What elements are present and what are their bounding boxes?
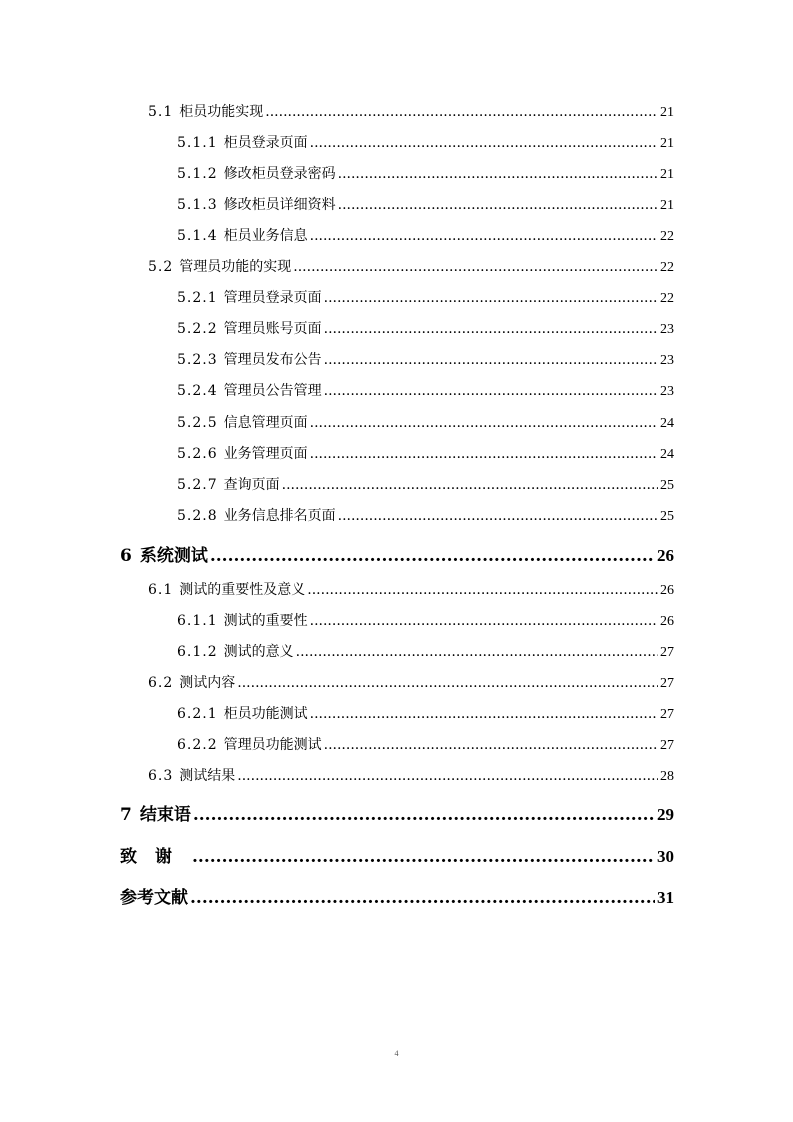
toc-entry[interactable] xyxy=(177,163,674,187)
toc-chapter-entry[interactable] xyxy=(120,842,674,870)
dot-leader xyxy=(296,644,658,660)
toc-chapter-entry[interactable] xyxy=(120,883,674,911)
toc-entry-page: 21 xyxy=(660,198,674,213)
toc-entry[interactable] xyxy=(177,194,674,218)
toc-entry-number: 5.2.2 xyxy=(177,321,218,337)
toc-entry-title: 测试的重要性 xyxy=(223,613,308,629)
toc-entry-page: 26 xyxy=(660,583,674,598)
toc-entry-title: 参考文献 xyxy=(120,888,188,908)
toc-entry[interactable] xyxy=(177,318,674,342)
toc-entry-title: 修改柜员详细资料 xyxy=(223,197,336,213)
toc-entry-number: 5.2.3 xyxy=(177,352,218,368)
toc-entry[interactable] xyxy=(177,412,674,436)
toc-entry-title: 柜员功能测试 xyxy=(223,706,308,722)
toc-entry-number: 6.3 xyxy=(148,768,174,784)
toc-entry-title: 管理员功能的实现 xyxy=(179,259,292,275)
toc-entry-title: 致谢 xyxy=(120,847,190,867)
toc-entry[interactable] xyxy=(148,672,674,696)
dot-leader xyxy=(237,675,658,691)
toc-entry-page: 23 xyxy=(660,353,674,368)
dot-leader xyxy=(338,508,658,524)
toc-entry[interactable] xyxy=(177,734,674,758)
toc-entry-number: 5.1.2 xyxy=(177,166,218,182)
dot-leader xyxy=(324,383,658,399)
toc-entry-number: 5.1.4 xyxy=(177,228,218,244)
dot-leader xyxy=(324,737,658,753)
toc-entry-number: 5.1.3 xyxy=(177,197,218,213)
toc-entry-page: 24 xyxy=(660,416,674,431)
dot-leader xyxy=(310,706,658,722)
dot-leader xyxy=(293,259,658,275)
toc-entry-page: 23 xyxy=(660,384,674,399)
toc-entry-number: 6.2.2 xyxy=(177,737,218,753)
toc-entry-page: 21 xyxy=(660,136,674,151)
toc-entry-page: 23 xyxy=(660,322,674,337)
dot-leader xyxy=(338,197,658,213)
toc-entry-page: 25 xyxy=(660,478,674,493)
toc-entry-title: 测试内容 xyxy=(179,675,236,691)
toc-entry-title: 结束语 xyxy=(139,805,191,825)
toc-entry-number: 6.1.1 xyxy=(177,613,218,629)
toc-entry-number: 7 xyxy=(120,805,132,825)
toc-entry-number: 6.2.1 xyxy=(177,706,218,722)
toc-entry-title: 业务管理页面 xyxy=(223,446,308,462)
toc-entry-title: 柜员功能实现 xyxy=(179,104,264,120)
toc-entry-page: 31 xyxy=(657,888,674,907)
toc-entry-number: 6.1 xyxy=(148,582,174,598)
toc-entry-page: 26 xyxy=(657,546,674,565)
toc-entry-title: 柜员业务信息 xyxy=(223,228,308,244)
toc-entry-page: 22 xyxy=(660,260,674,275)
toc-entry-number: 5.1 xyxy=(148,104,174,120)
toc-entry[interactable] xyxy=(177,505,674,529)
toc-entry-number: 5.2.1 xyxy=(177,290,218,306)
toc-entry-number: 6.2 xyxy=(148,675,174,691)
dot-leader xyxy=(324,352,658,368)
toc-entry-page: 26 xyxy=(660,614,674,629)
dot-leader xyxy=(324,290,658,306)
dot-leader xyxy=(338,166,658,182)
dot-leader xyxy=(310,228,658,244)
toc-entry-number: 5.2.5 xyxy=(177,415,218,431)
toc-entry-title: 测试的重要性及意义 xyxy=(179,582,306,598)
toc-entry-number: 5.2.4 xyxy=(177,383,218,399)
toc-entry[interactable] xyxy=(177,287,674,311)
toc-entry-number: 5.2 xyxy=(148,259,174,275)
toc-entry-page: 22 xyxy=(660,291,674,306)
toc-entry-number: 6.1.2 xyxy=(177,644,218,660)
dot-leader xyxy=(190,888,655,908)
toc-entry[interactable] xyxy=(177,703,674,727)
dot-leader xyxy=(310,446,658,462)
dot-leader xyxy=(265,104,658,120)
dot-leader xyxy=(193,805,655,825)
toc-entry-page: 29 xyxy=(657,805,674,824)
toc-entry-title: 管理员登录页面 xyxy=(223,290,322,306)
dot-leader xyxy=(324,321,658,337)
toc-entry-page: 25 xyxy=(660,509,674,524)
toc-entry[interactable] xyxy=(177,610,674,634)
toc-entry-page: 28 xyxy=(660,769,674,784)
toc-chapter-entry[interactable] xyxy=(120,800,674,828)
dot-leader xyxy=(307,582,658,598)
toc-entry-title: 信息管理页面 xyxy=(223,415,308,431)
dot-leader xyxy=(282,477,658,493)
toc-entry-page: 27 xyxy=(660,645,674,660)
toc-entry[interactable] xyxy=(177,225,674,249)
dot-leader xyxy=(192,847,655,867)
toc-entry-page: 27 xyxy=(660,738,674,753)
toc-entry[interactable] xyxy=(177,474,674,498)
toc-chapter-entry[interactable] xyxy=(120,541,674,569)
toc-entry[interactable] xyxy=(148,256,674,280)
toc-entry[interactable] xyxy=(177,349,674,373)
toc-entry[interactable] xyxy=(177,132,674,156)
toc-entry-title: 柜员登录页面 xyxy=(223,135,308,151)
toc-entry-title: 系统测试 xyxy=(139,546,208,566)
toc-entry-title: 管理员账号页面 xyxy=(223,321,322,337)
toc-entry-page: 24 xyxy=(660,447,674,462)
toc-entry-page: 21 xyxy=(660,167,674,182)
toc-entry-number: 5.1.1 xyxy=(177,135,218,151)
toc-entry-title: 测试的意义 xyxy=(223,644,294,660)
toc-entry-number: 5.2.6 xyxy=(177,446,218,462)
dot-leader xyxy=(237,768,658,784)
toc-entry-title: 管理员公告管理 xyxy=(223,383,322,399)
toc-entry-page: 21 xyxy=(660,105,674,120)
toc-entry-page: 27 xyxy=(660,707,674,722)
toc-entry-page: 27 xyxy=(660,676,674,691)
toc-entry-title: 管理员功能测试 xyxy=(223,737,322,753)
dot-leader xyxy=(310,135,658,151)
dot-leader xyxy=(310,613,658,629)
toc-entry-number: 5.2.8 xyxy=(177,508,218,524)
dot-leader xyxy=(210,546,655,566)
toc-entry-number: 5.2.7 xyxy=(177,477,218,493)
toc-entry-title: 业务信息排名页面 xyxy=(223,508,336,524)
toc-entry[interactable] xyxy=(148,579,674,603)
toc-entry[interactable] xyxy=(177,443,674,467)
dot-leader xyxy=(310,415,658,431)
toc-entry[interactable] xyxy=(177,380,674,404)
toc-entry-title: 修改柜员登录密码 xyxy=(223,166,336,182)
toc-entry-page: 30 xyxy=(657,847,674,866)
toc-entry[interactable] xyxy=(148,765,674,789)
toc-entry[interactable] xyxy=(148,101,674,125)
toc-entry-number: 6 xyxy=(120,546,132,566)
toc-entry-page: 22 xyxy=(660,229,674,244)
toc-entry-title: 测试结果 xyxy=(179,768,236,784)
page-number: 4 xyxy=(394,1049,399,1058)
toc-entry-title: 查询页面 xyxy=(223,477,280,493)
toc-entry-title: 管理员发布公告 xyxy=(223,352,322,368)
toc-entry[interactable] xyxy=(177,641,674,665)
